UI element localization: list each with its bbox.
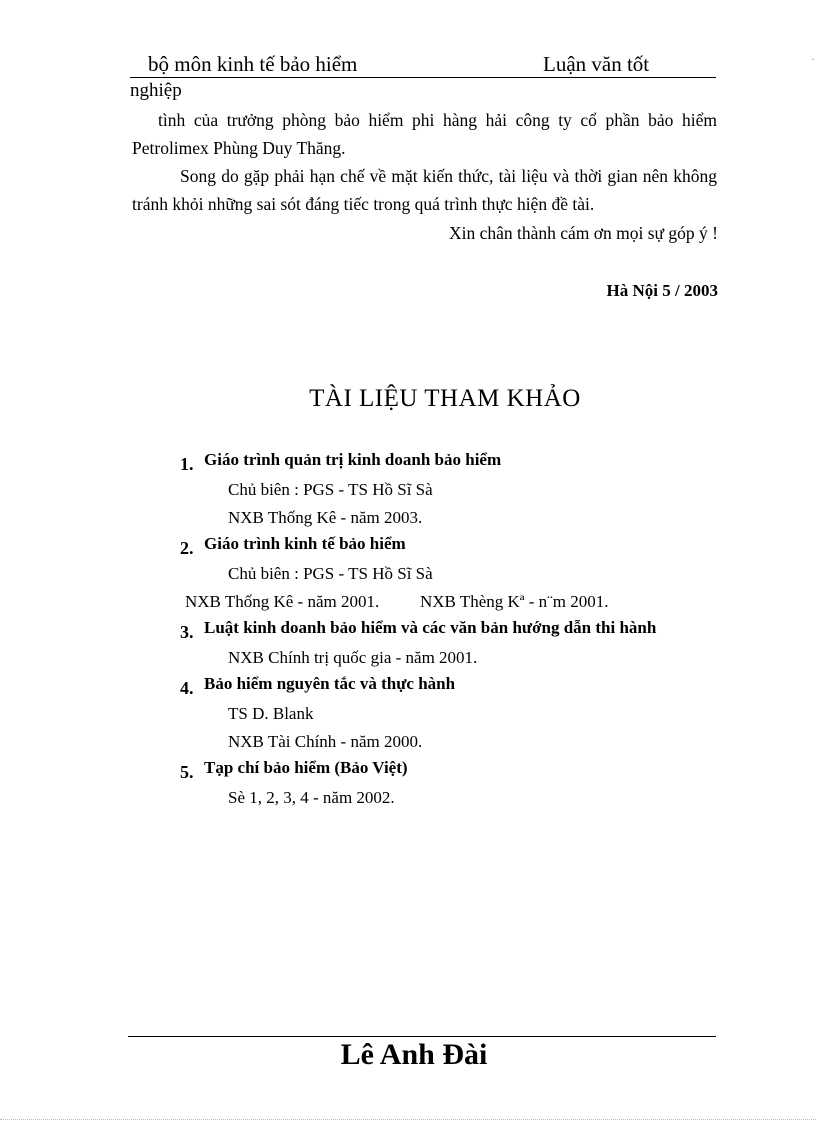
reference-detail: NXB Tài Chính - năm 2000. [228,732,423,751]
reference-number: 1. [180,454,194,474]
reference-number: 4. [180,678,194,698]
footer-author: Lê Anh Đài [340,1038,488,1071]
footer-rule [128,1036,716,1037]
reference-number: 2. [180,538,194,558]
reference-title: Tạp chí bảo hiểm (Bảo Việt) [204,758,408,777]
reference-5 [0,756,816,784]
reference-1 [0,448,816,476]
header-left-title: bộ môn kinh tế bảo hiểm [148,52,358,76]
reference-publisher-right: NXB Thèng Kª - n¨m 2001. [420,592,609,611]
header-rule [130,77,716,78]
reference-publisher-left: NXB Thống Kê - năm 2001. [185,592,380,611]
reference-number: 5. [180,762,194,782]
date-line: Hà Nội 5 / 2003 [606,281,718,300]
body-paragraph-2: Song do gặp phải hạn chế về mặt kiến thức, tài liệu và thời gian nên không tránh khỏi những sai sót đáng tiếc trong quá trình thực hiện đề tài. [132,166,717,214]
reference-detail: NXB Chính trị quốc gia - năm 2001. [228,648,478,667]
reference-detail: TS D. Blank [228,704,314,723]
reference-detail: Chủ biên : PGS - TS Hồ Sĩ Sà [228,564,433,583]
page-bottom-edge [0,1119,816,1120]
reference-title: Bảo hiểm nguyên tắc và thực hành [204,674,456,693]
reference-title: Luật kinh doanh bảo hiểm và các văn bản hướng dẫn thi hành [204,618,657,637]
reference-title: Giáo trình kinh tế bảo hiểm [204,534,406,553]
references-title: TÀI LIỆU THAM KHẢO [309,385,581,412]
reference-title: Giáo trình quản trị kinh doanh bảo hiểm [204,450,502,469]
thanks-line: Xin chân thành cám ơn mọi sự góp ý ! [448,223,718,243]
page-corner-mark: · [811,52,815,66]
reference-number: 3. [180,622,194,642]
reference-3 [0,616,816,644]
reference-detail: Sè 1, 2, 3, 4 - năm 2002. [228,788,395,807]
reference-detail: Chủ biên : PGS - TS Hồ Sĩ Sà [228,480,433,499]
body-paragraph-1: tình của trưởng phòng bảo hiểm phi hàng hải công ty cổ phần bảo hiểm Petrolimex Phùng Duy Thăng. [132,110,717,158]
header-continuation: nghiệp [130,80,182,101]
header-right-title: Luận văn tốt [543,52,650,76]
reference-4 [0,672,816,700]
references-list [0,448,816,812]
reference-detail [0,588,816,616]
reference-2 [0,532,816,560]
reference-detail: NXB Thống Kê - năm 2003. [228,508,423,527]
